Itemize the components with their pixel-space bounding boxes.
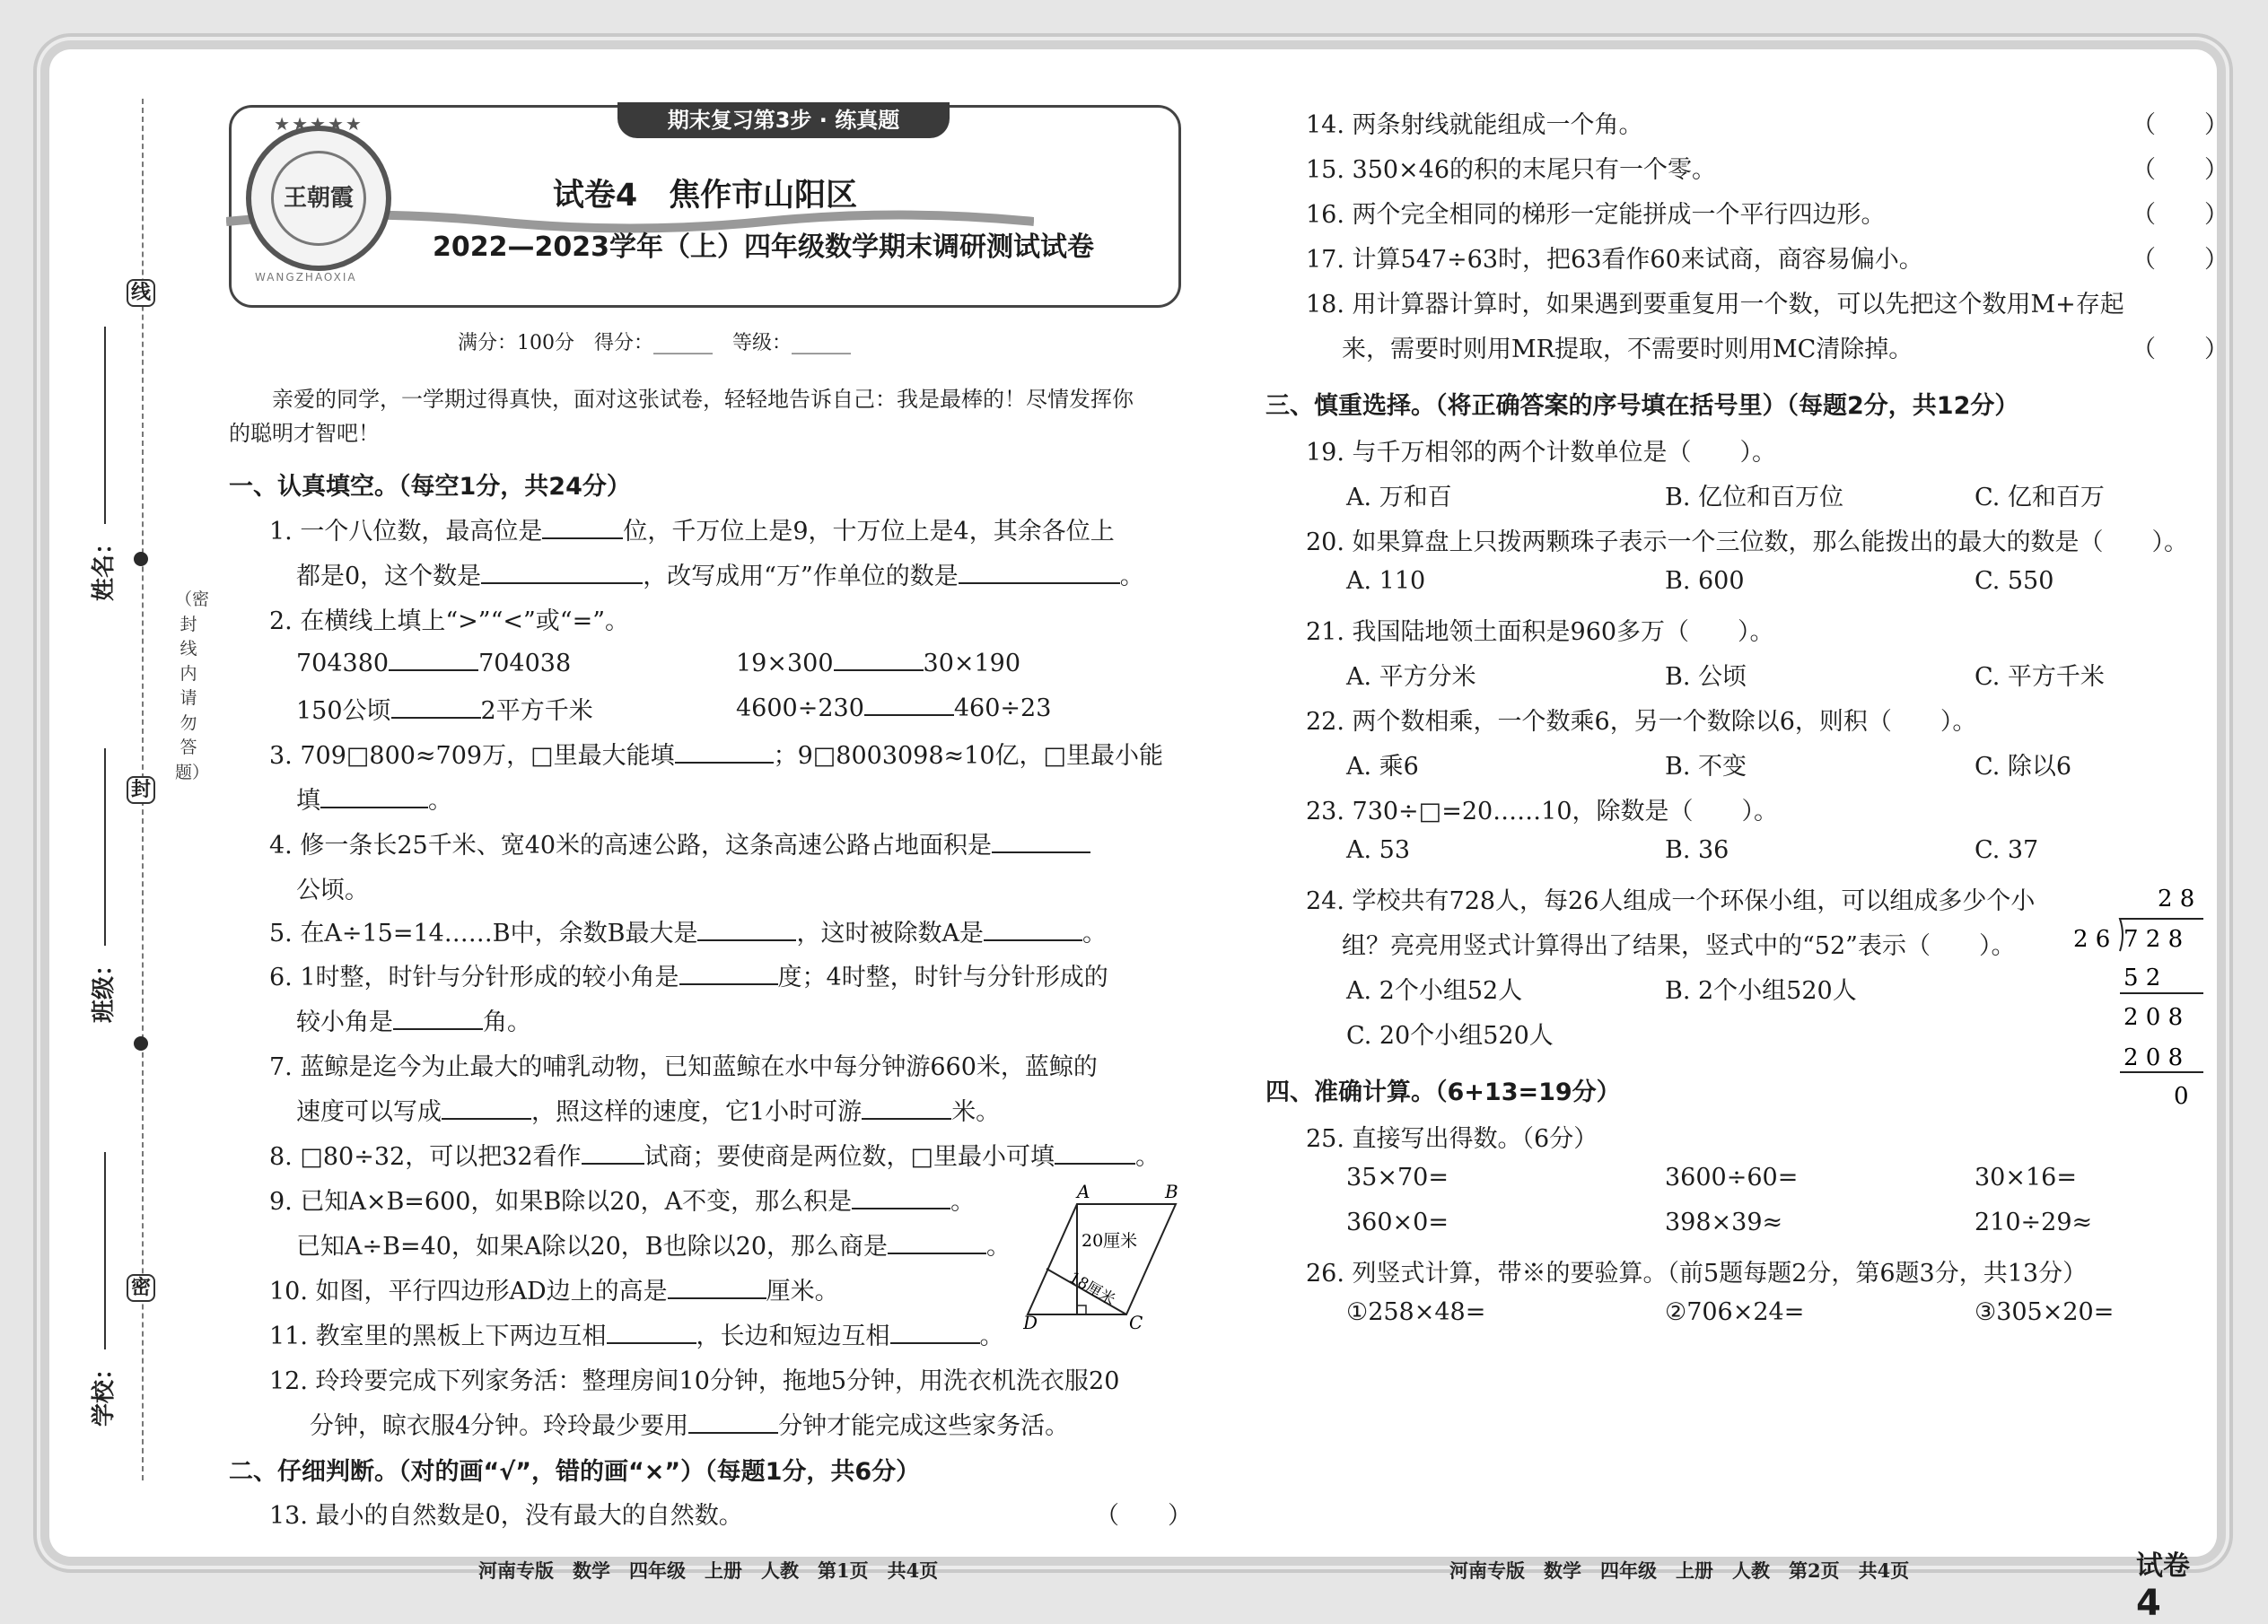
q26: 26. 列竖式计算，带※的要验算。（前5题每题2分，第6题3分，共13分） — [1306, 1260, 2088, 1288]
q3-line1: 3. 709□800≈709万，□里最大能填 ；9□8003098≈10亿，□里最小能 — [269, 736, 1163, 771]
school-field[interactable]: 学校： — [85, 1328, 118, 1427]
q5: 5. 在A÷15=14……B中，余数B最大是 ，这时被除数A是 。 — [269, 913, 1107, 948]
division-step1: 5 2 — [2124, 965, 2161, 991]
q25-item-6: 210÷29≈ — [1975, 1209, 2093, 1236]
q21-option-c[interactable]: C. 平方千米 — [1975, 663, 2105, 691]
left-page — [49, 49, 1192, 1582]
q9-line1: 9. 已知A×B=600，如果B除以20，A不变，那么积是 。 — [269, 1182, 975, 1217]
q13-answer-paren[interactable]: （ ） — [1095, 1502, 1192, 1530]
q26-item-2: ②706×24= — [1665, 1298, 1805, 1326]
division-remainder: 0 — [2174, 1083, 2189, 1110]
q2-row1-a: 704380 704038 — [296, 646, 571, 677]
q21-option-b[interactable]: B. 公顷 — [1665, 663, 1747, 691]
q23-option-c[interactable]: C. 37 — [1975, 836, 2039, 864]
q19-option-b[interactable]: B. 亿位和百万位 — [1665, 484, 1844, 511]
q1-line2: 都是0，这个数是 ，改写成用“万”作单位的数是 。 — [296, 556, 1144, 591]
label-d: D — [1023, 1312, 1038, 1330]
q4-line2: 公顷。 — [296, 877, 369, 904]
right-angle-mark — [1077, 1305, 1086, 1314]
left-footer: 河南专版 数学 四年级 上册 人教 第1页 共4页 — [478, 1559, 939, 1582]
q2-row2-b: 4600÷230 460÷23 — [736, 691, 1051, 722]
q17: 17. 计算547÷63时，把63看作60来试商，商容易偏小。 — [1306, 246, 1923, 274]
q1-line1: 1. 一个八位数，最高位是 位，千万位上是9，十万位上是4，其余各位上 — [269, 511, 1115, 546]
exam-title: 试卷4 焦作市山阳区 — [552, 178, 858, 214]
q19: 19. 与千万相邻的两个计数单位是（ ）。 — [1306, 439, 1777, 467]
label-c: C — [1129, 1312, 1143, 1330]
logo-subtext: WANGZHAOXIA — [255, 271, 357, 284]
q16: 16. 两个完全相同的梯形一定能拼成一个平行四边形。 — [1306, 201, 1886, 229]
q24-line1: 24. 学校共有728人，每26人组成一个环保小组，可以组成多少个小 — [1306, 887, 2036, 915]
division-step2: 2 0 8 — [2124, 1004, 2184, 1031]
logo-stars-icon: ★★★★★ — [274, 113, 363, 135]
long-division-figure — [2073, 879, 2208, 1153]
q8: 8. □80÷32，可以把32看作 试商；要使商是两位数，□里最小可填 。 — [269, 1137, 1160, 1172]
q18-line1: 18. 用计算器计算时，如果遇到要重复用一个数，可以先把这个数用M+存起 — [1306, 291, 2124, 319]
q12-line1: 12. 玲玲要完成下列家务活：整理房间10分钟，拖地5分钟，用洗衣机洗衣服20 — [269, 1367, 1120, 1395]
q15: 15. 350×46的积的末尾只有一个零。 — [1306, 156, 1717, 184]
score-line: 满分：100分 得分：______ 等级：______ — [458, 332, 851, 354]
q19-option-c[interactable]: C. 亿和百万 — [1975, 484, 2105, 511]
q22-option-a[interactable]: A. 乘6 — [1346, 753, 1419, 781]
q2-row1-b: 19×300 30×190 — [736, 646, 1020, 677]
q16-answer-paren[interactable]: （ ） — [2132, 201, 2229, 229]
section4-title: 四、准确计算。（6+13=19分） — [1265, 1078, 1621, 1106]
right-footer: 河南专版 数学 四年级 上册 人教 第2页 共4页 — [1449, 1559, 1910, 1582]
name-field[interactable]: 姓名： — [85, 502, 118, 601]
q22-option-b[interactable]: B. 不变 — [1665, 753, 1747, 781]
q17-answer-paren[interactable]: （ ） — [2132, 246, 2229, 274]
q23-option-b[interactable]: B. 36 — [1665, 836, 1729, 864]
q3-line2: 填 。 — [296, 781, 452, 816]
class-field[interactable]: 班级： — [85, 924, 118, 1023]
q14: 14. 两条射线就能组成一个角。 — [1306, 111, 1643, 139]
q25-item-5: 398×39≈ — [1665, 1209, 1783, 1236]
q7-line1: 7. 蓝鲸是迄今为止最大的哺乳动物，已知蓝鲸在水中每分钟游660米，蓝鲸的 — [269, 1053, 1098, 1081]
q15-answer-paren[interactable]: （ ） — [2132, 156, 2229, 184]
q2-row2-a: 150公顷 2平方千米 — [296, 691, 593, 726]
intro-line-2: 的聪明才智吧！ — [229, 421, 380, 446]
division-step3: 2 0 8 — [2124, 1044, 2184, 1071]
seal-mi: 密 — [127, 1274, 155, 1302]
q26-item-3: ③305×20= — [1975, 1298, 2115, 1326]
exam-number-tag: 试卷 4 — [2136, 1550, 2190, 1624]
q13: 13. 最小的自然数是0，没有最大的自然数。 — [269, 1502, 743, 1530]
section3-title: 三、慎重选择。（将正确答案的序号填在括号里）（每题2分，共12分） — [1265, 392, 2019, 420]
q25-item-1: 35×70= — [1346, 1164, 1449, 1192]
exam-subtitle: 2022—2023学年（上）四年级数学期末调研测试试卷 — [433, 231, 1094, 263]
q9-line2: 已知A÷B=40，如果A除以20，B也除以20，那么商是 。 — [296, 1227, 1011, 1262]
q25-item-2: 3600÷60= — [1665, 1164, 1799, 1192]
q23: 23. 730÷□=20……10，除数是（ ）。 — [1306, 798, 1779, 825]
q21-option-a[interactable]: A. 平方分米 — [1346, 663, 1476, 691]
right-page — [1180, 49, 2229, 1624]
q25: 25. 直接写出得数。（6分） — [1306, 1125, 1598, 1153]
exam-header — [229, 105, 1181, 308]
q21: 21. 我国陆地领土面积是960多万（ ）。 — [1306, 618, 1774, 646]
label-b: B — [1165, 1182, 1178, 1202]
q10: 10. 如图，平行四边形AD边上的高是 厘米。 — [269, 1271, 839, 1306]
q11: 11. 教室里的黑板上下两边互相 ，长边和短边互相 。 — [269, 1316, 1004, 1351]
intro-line-1: 亲爱的同学，一学期过得真快，面对这张试卷，轻轻地告诉自己：我是最棒的！尽情发挥你 — [272, 387, 1134, 412]
q20-option-b[interactable]: B. 600 — [1665, 567, 1745, 595]
label-a: A — [1077, 1182, 1090, 1202]
q24-option-b[interactable]: B. 2个小组520人 — [1665, 977, 1857, 1005]
q19-option-a[interactable]: A. 万和百 — [1346, 484, 1452, 511]
q20-option-c[interactable]: C. 550 — [1975, 567, 2054, 595]
seal-xian: 线 — [127, 279, 155, 307]
division-divisor: 2 6 — [2073, 926, 2111, 953]
q25-item-3: 30×16= — [1975, 1164, 2077, 1192]
q4-line1: 4. 修一条长25千米、宽40米的高速公路，这条高速公路占地面积是 — [269, 825, 1090, 860]
q20: 20. 如果算盘上只拨两颗珠子表示一个三位数，那么能拨出的最大的数是（ ）。 — [1306, 528, 2189, 556]
header-ribbon: 期末复习第3步 · 练真题 — [617, 102, 950, 138]
q23-option-a[interactable]: A. 53 — [1346, 836, 1411, 864]
seal-feng: 封 — [127, 776, 155, 804]
q12-line2: 分钟，晾衣服4分钟。玲玲最少要用 分钟才能完成这些家务活。 — [310, 1406, 1069, 1441]
binding-note: （密封线内请勿答题） — [175, 589, 210, 782]
division-dividend: 7 2 8 — [2124, 926, 2184, 953]
section2-title: 二、仔细判断。（对的画“√”，错的画“×”）（每题1分，共6分） — [229, 1458, 921, 1486]
label-18cm: 18厘米 — [1065, 1269, 1118, 1310]
exam-sheet — [49, 49, 2229, 1624]
q18-line2: 来，需要时则用MR提取，不需要时则用MC清除掉。 — [1342, 336, 1913, 363]
logo-text: 王朝霞 — [271, 151, 366, 246]
section1-title: 一、认真填空。（每空1分，共24分） — [229, 473, 631, 501]
parallelogram-figure — [1023, 1182, 1180, 1330]
q24-line2: 组？亮亮用竖式计算得出了结果，竖式中的“52”表示（ ）。 — [1342, 932, 2016, 960]
q20-option-a[interactable]: A. 110 — [1346, 567, 1426, 595]
q6-line1: 6. 1时整，时针与分针形成的较小角是 度；4时整，时针与分针形成的 — [269, 957, 1108, 992]
q26-item-1: ①258×48= — [1346, 1298, 1486, 1326]
q18-answer-paren[interactable]: （ ） — [2132, 336, 2229, 363]
division-quotient: 2 8 — [2158, 886, 2195, 912]
q24-option-c[interactable]: C. 20个小组520人 — [1346, 1022, 1554, 1050]
q14-answer-paren[interactable]: （ ） — [2132, 111, 2229, 139]
label-20cm: 20厘米 — [1081, 1231, 1138, 1251]
q24-option-a[interactable]: A. 2个小组52人 — [1346, 977, 1523, 1005]
q2: 2. 在横线上填上“>”“<”或“=”。 — [269, 607, 630, 635]
q7-line2: 速度可以写成 ，照这样的速度，它1小时可游 米。 — [296, 1092, 1000, 1127]
q25-item-4: 360×0= — [1346, 1209, 1449, 1236]
q6-line2: 较小角是 角。 — [296, 1002, 531, 1037]
q22-option-c[interactable]: C. 除以6 — [1975, 753, 2072, 781]
q22: 22. 两个数相乘，一个数乘6，另一个数除以6，则积（ ）。 — [1306, 708, 1977, 736]
